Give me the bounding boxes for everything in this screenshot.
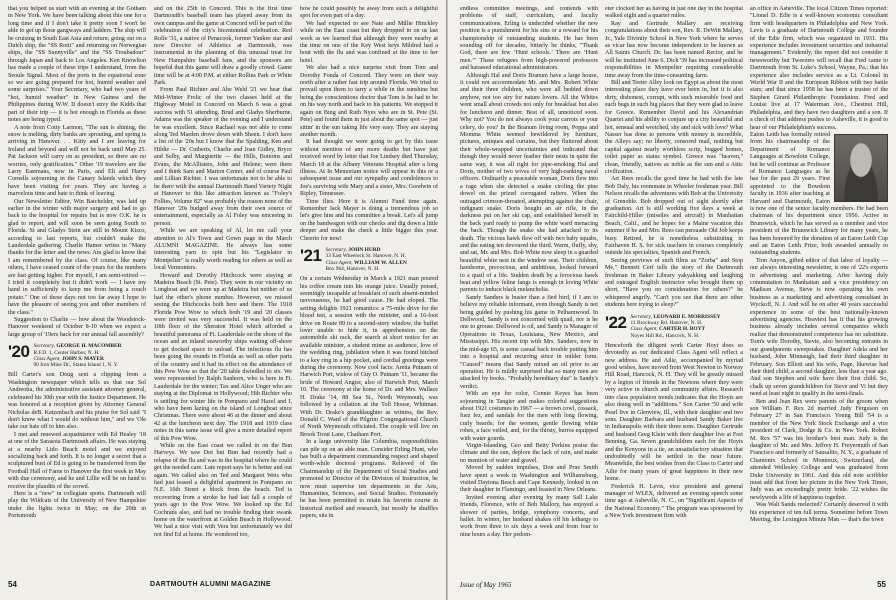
right-column-2 xyxy=(605,6,743,576)
left-column-2 xyxy=(154,6,292,576)
paragraph: Invited evening after evening by many Sall Lake friends, Florence, wife of Bob Mallory, has enjoyed a shower of parties, bridge, symphony concerts, and ballet. In winter, her husband shakes off his lethargy to work from three to six days a week and from four to nine hours a day. Her pedom- xyxy=(460,494,598,538)
class-header-1920 xyxy=(8,343,146,368)
paragraph: Frederick H. Levis, vice president and general manager of WLEX, delivered an evening speech some time ago at Asheville, N. C., on "Significant Aspects of the National Economy." The program was sponsored by a New York investment firm with xyxy=(605,483,743,520)
secretary-name: LEONARD E. MORRISSEY xyxy=(653,313,721,320)
paragraph: Seeing previews of such films as "Zorba" and Stop Me," Bennett Cerf tells the story of the Dartmouth freshman in Baker Library yakyakking and laughing and outraged English instructor who brought them up short, "Have you no consideration for others?" he whispered angrily. "Can't you see that there are other students here trying to sleep?" xyxy=(605,257,743,309)
agent-label: Class Agent, xyxy=(325,259,353,266)
paragraph: Although Hal and Doris Branum have a large house, it could not accommodate Mr. and Mrs. Robert White and their three children, who were all bedded down anyhow, not too airy for nature lovers. All the Whites went small about crowds not only for breakfast but also for luncheon and dinner. Best of all, unnoticed soon. Why not? You do not always cook your carrots or your celery, do you? In the Branum living room, Poppa and Momma White seemed bewildered by furniture, pictures, antiques and curtains, but they fluttered about their whole-wrapped uncertainties and indicated that though they would never feather their nests in quite the same way, it was all right for pipe-smoking Hal and Doris, mother of two wives of very high-ranking naval officers. Ordinarily a peaceable woman, Doris flew into a rage when she detected a snake circling the pine dowel on the prized corrugated rafters. When the outraged crimson-throated, attempting against the chair, indignant snake. Doris bought an air rifle, in the darkness put on her ski cap, and established herself in the back yard ready to pump the white ward menacing the back. Though the snake she had attacked to its death. The vicious hawk flew off with two baby squabs, and the eating ten devoured the third. Warm, fluffy, shy, and sat, Mr. and Mrs. Bob White now sleep in a guarded beautiful white nest in the window seat. Their children, handsome, precocious, and ambitious, looked forward to a quail of a life. Sudden death by a ferocious hawk beat and yellow feline fangs is enough in loving White parents to induce black melancholia. xyxy=(460,72,598,294)
left-column-3 xyxy=(300,6,438,576)
paragraph: In a large university like Columbia, responsibilities can pile up on an able man. Consider Erling Hunt, who has built a department commanding respect and shaped worth-while doctoral programs. Relieved of the Chairmanship of the Department of Social Studies and promoted to Director of the Division of Instruction, he now must supervise ten departments in the Arts, Humanities, Sciences, and Social Studies. Fortunately he has been permitted to retain his favorite course in historical method and research, but mostly he shuffles papers, sits in xyxy=(300,439,438,520)
agent-address: Box 964, Hanover, N. H. xyxy=(325,265,380,272)
page-number: 55 xyxy=(877,580,886,589)
paragraph: how he could possibly be away from such a delightful spot for even part of a day. xyxy=(300,6,438,20)
paragraph: I met and renewed acquaintance with Ed Healey '18 at one of the Sarasota Dartmouth affairs. He was staying at a nearby Lido Beach motel and we enjoyed socializing back and forth. It is no longer a secret that a sculptured bust of Ed is going to be transferred from the Football Hall of Fame to Hanover the first week in May with due ceremony, and he and Lillie will be on hand to receive the plaudits of the crowd. xyxy=(8,431,146,490)
class-year: '21 xyxy=(300,246,322,265)
class-year: '22 xyxy=(605,312,627,332)
paragraph: Tom Anyon, gifted editor of that labor of loyalty — our always interesting newsletter, is one of '22's experts in advertising and marketing. After having duly commutation to Manhattan and a vice presidency on Madison Avenue, Steve is now operating his own business as a marketing and advertising consultant in Wyckoff, N. J. And will he on after 40 years successful experience in some of the best nationally-known advertising agencies. Heaviest has it that his growing business already includes several companies which realize that demonstrated competence has no substitute. Tom's wife Dorothy, Stevie, also becoming entrants in our grandparents sweepstakes. Daughter Adela and her husband, John Minnaugh, had their third daughter in February. Son Elliott and his wife, Page, likewise had their third child, a second daughter, less than a year ago. And son Stephen and wife have their first child. So, chalk up seven grandchildren for Steve and Vi but they need at least eight to qualify in the semi-finals. xyxy=(750,257,888,398)
agent-address: Noyes Hill Rd., Hancock, N. H. xyxy=(630,332,700,339)
agent-address: 90 Iron Mine Dr., Staten Island 1, N. Y. xyxy=(33,362,119,369)
class-year: '20 xyxy=(8,342,30,362)
paragraph: Eaton Leith has formally retired from his chairmanship of the Department of Romance Languages at Bowdoin College, but he will continue as Professor of Romance Languages as he has for the past 29 years. First appointed to the Bowdoin faculty in 1936 after teaching at Harvard and Dartmouth, Eaton is now one of the senior faculty members. He had been chairman of his department since 1956. Active in Brunswick, which he has served as a member and vice president of the Brunswick Library for many years, he has been honored by the donation of an Eaton Leith Cup and an Eaton Leith Prize, both awarded annually to outstanding students. xyxy=(750,131,888,257)
paragraph: Time flies. Here it is Alumni Fund time again. Remember Jack Mayer is doing a tremendous job so let's give him and his committee a break. Let's all jump on the bandwagon with our checks and dig down a little deeper and make the check a little bigger this year. Cheerio for now! xyxy=(300,198,438,242)
secretary-label: Secretary, xyxy=(325,247,347,253)
paragraph: Sandy Sanders is busier than a fied bird, if I am to believe my reliable informant, even though Sandy is not being guided by pushing his game in Pelhamwood. In Dellwood, Sandy is not concerned with quail, nor is he one to grouse. Dellwood is oil, and Sandy is Manager of Operations in Texas, Louisiana, New Mexico, and Mississippi. His recent trip with Mrs. Sanders, now in the mid-age 65, is some casual back trouble putting him into a hospital and recurring since in milder form. "Caused" means that Sandy mixed an oil prior to an operation. He is mildly surprised that so many men are attacked by books. "Probably hereditary due" is Sandy's verdict. xyxy=(460,294,598,390)
paragraph: Moved by sudden impulses, Don and Prue Smith have spent a week in Washington and Williamsburg, visited Daytona Beach and Cape Kennedy, looked in on their daughter in Flamingo, and feasted in New Orleans. xyxy=(460,465,598,494)
right-footer xyxy=(448,580,896,592)
agent-name: JOHN S. MAYER xyxy=(61,355,104,362)
left-page xyxy=(0,0,447,600)
secretary-address: R.F.D. 1, Center Harbor, N. H. xyxy=(33,349,100,356)
agent-name: WILLIAM W. ALLEN xyxy=(353,259,407,266)
paragraph: eter clocked her as having in just one day in the hospital walked eight and a quarter miles. xyxy=(605,6,743,20)
paragraph: Here is a "new" in collegiate sports. Dartmouth will play the Wildcats of the University of New Hampshire under the lights twice in May; on the 20th in Portsmouth xyxy=(8,490,146,520)
paragraph: We also had a nice surprise visit from Tom and Dorothy Fonda of Concord. They were on their way north after a rather fast trip around Florida. We tried to prevail upon them to tarry a while in the sunshine but being the conscientious doctor that Tom is he had to be on his way north and back to his patients. We stopped it again on Bing and Ruth Nyes who are in St. Pete (St. Pete) and found them in just about the same spot — just sittin' in the sun taking life very easy. They are staying another month. xyxy=(300,65,438,138)
paragraph: Our Newsletter Editor, Win Batchelder, was laid up earlier in the winter with major surgery and had to go back to the hospital for repairs but is now O.K. he is glad to report, and will soon be seen going South to Florida. Si and Gladys Stein are still in Mount Kisco, according to last reports, but couldn't make the Lauderdale gathering. Charlie Hamer writes in "Many thanks for the letter and the news. Am glad to know that I am remembered by the class. Of course, like many others, I have ceased count of the years for the numbers are fast getting higher. For myself, I am semi-retired — I tried it completely but it didn't work — I have my hand in sufficiently to keep me from being a couch potato." One of these days not too far away I hope to have the pleasure of seeing you and other members of the class." xyxy=(8,198,146,316)
paragraph: Was Walt Sands reelected? Certainly deserved it with his experience of ten full terms. Sometime before Town Meeting, the Lexington Minute Man — that's the town xyxy=(750,502,888,524)
paragraph: While on the East coast we called in on the Bun Harveys. We saw Dot but Bun had recently had a relapse of the flu and was in the hospital where he could get the needed care. Late report says he is better and out again. We called also on Ted and Margaret Weis who had just leased a delightful apartment in Pompano on N.E. 16th Street a block from the beach. Ted is recovering from a stroke he had last fall a couple of years ago to the Pow Wow. We looked up the Ed Cochrans also, and had no trouble finding their swank home on the waterfront at Golden Beach in Hollywood. We had a nice visit with Vera but unfortunately we did not find Ed at home. He wondered too, xyxy=(154,442,292,538)
paragraph: Art Rees recalls the good time he had with the late Bob Daly, his roommate in Wheeler freshman year. Bill Nelson recalls the adventures with Bob at the University of Grenoble. Bob dropped out of sight shortly after graduation. Art is still working five days a week at Fairchild-Hiller (missiles and aircraft) in Manhattan Beach, Calif., and he hopes for a Maine vacation this summer if he and Mrs. Rees can persuade Old Job keeps busy. Retired, he is nonetheless substituting in Fairhaven H. S. for sick teachers in courses completely outside his specialties, Spanish and French. xyxy=(605,176,743,257)
left-footer xyxy=(0,580,446,592)
issue-date: Issue of May 1965 xyxy=(460,581,512,589)
paragraph: Ray and Gertrude Mallary are receiving congratulations about their son, Rev. R. DeWitt Mallary, Jr., Yale Divinity School in New York where he serves as vicar has now become independent to be known as All Saints Church. Dr. has been named Rector, and he will be instituted June 6. Dick '39 has increased political responsibilities in Montpelier requiring considerable time away from the time-consuming farm. xyxy=(605,20,743,79)
paragraph: that you helped us start with an evening at the Gotham in New York. We have been talking about this one for a long time and if I don't take it pretty soon I won't be able to get up those gangways and ladders. The ship will be cruising in South East Asia and return; going out on a Dutch ship, the "SS Rotti" and returning on Norwegian ships, the "SS Sunnyville" and the "SS Troubadour" through Japan and back to Los Angeles. Ken Knowlton has made a couple of these trips I understand, from the Seoule Signal. Most of the ports in the equatorial zone so we are going prepared for hot, humid weather and some surprises." Your Secretary, who had two years of "hot, humid weather" in New Guinea and the Philippines during W.W. II doesn't envy the Kidds that part of their trip — it is hot enough in Florida as these notes are being typed. xyxy=(8,6,146,124)
paragraph: From Paul Richter and Abe Weld '21 we hear that Mid-Winter Frolic of the two classes held at the Highway Motel in Concord on March 6 was a great success with 51 attending. Brud and Gladys Sherburne, Adams was the speaker of the evening and I understand he was excellent. Since Rachael was not able to come along Ted Marden drove down with Sheen. I don't have a list of the '20s but I know that the Spalding, Ken and Hildie — Dr. Cutberts, Charlie and Joan Gidley, Bryce and Selby, and Marguerite — the Hills, Bottoms and Evans, the McAllisters, John and Helene; were there and I think Sam and Marion Center, and of course Paul and Lillian Richter. I was unfortunate not to be able to be there with the annual Dartmouth Band Variety Night at Hanover to this like attraction known as "Foley's Follies, Volume 82" was probably the reason none of the Hanover '20s budged away from their own source of entertainment, especially as Al Foley was emceeing in person. xyxy=(154,87,292,227)
magazine-title: DARTMOUTH ALUMNI MAGAZINE xyxy=(150,581,271,588)
paragraph: and on the 25th in Concord. This is the first time Dartmouth's baseball team has played away from its own campus and the game at Concord will be part of the celebration of the city's bicentennial celebration. Red Rolfe '31, a native of Penacook, former Yankee star and now Director of Athletics at Dartmouth, was instrumental in the planning of this unusual treat for New Hampshire baseball fans, and the sponsors are hopeful that this game will draw a goodly crowd. Game time will be at 4:00 P.M. at either Rollins Park or White Park. xyxy=(154,6,292,87)
page-number: 54 xyxy=(8,580,17,589)
left-column-1 xyxy=(8,6,146,576)
paragraph: It had thought we were going to get by this issue without mention of any more deaths but have just received word by letter that Joe Lindsey died Thursday, March 18 at the Albany Veterans Hospital after a long illness. At In Memoriam notice will appear in this or a subsequent issue and our sympathy and condolences to Joe's surviving wife Mary and a sister, Mrs. Goodwin of Ripley, Tennessee. xyxy=(300,139,438,198)
right-column-1 xyxy=(460,6,598,576)
portrait-photo xyxy=(834,134,888,202)
paragraph: Suggestion to Charlie — how about the Woodstock-Hanover weekend of October 8-10 when we expect a large group of '19ers back for our annual fall assembly? xyxy=(8,317,146,338)
paragraph: We had expected to see Nate and Millie Hinckley while on the East coast but they dropped in on us last week as we learned that although they were nearby at the time on one of the Key West keys Mildred had a bout with the flu and was confined at the time to her hotel. xyxy=(300,20,438,64)
paragraph: an office in Asheville. The local Citizen Times reported: "Lionel D. Edie is a well-known economic consultant firm with headquarters in Philadelphia and New York. Levis is a graduate of Dartmouth College and founder of the Edie firm, which was organized in 1931. His experience includes investment securities and industrial management." Evidently, the report did not consider it newsworthy but Tweezers will recall that Fred came to Dartmouth from St. Luke's School, Wayne, Pa.; that his experience also includes service as a Lt. Colonel in World War II and the European Ribbon with two battle stars; and that since 1958 he has been a trustee of the Stephen Girard Philanthropic Foundation. Fred and Louise live at 17 Waterman Ave., Chestnut Hill, Philadelphia, and they have two daughters and a son. If a check of that address pushes to Asheville, it is good to hear of our Philadelphian's success. xyxy=(750,6,888,131)
agent-name: CARTER H. BOYT xyxy=(658,326,706,333)
secretary-name: GEORGE H. MACOMBER xyxy=(56,343,122,350)
paragraph: Bill Carter's son Doug sent a clipping from a Washington newspaper which tells us that our Sol Andreotta, the administrative assistant attorney general, celebrated his 30th year with the Justice Department. He was honored at a reception given by Attorney General Nicholas deB. Katzenbach and his praise for Sol said "I don't know what I would do without him," and we 'Ole take our hats off to him also. xyxy=(8,372,146,431)
secretary-name: JOHN HURD xyxy=(348,247,381,253)
secretary-address: 33 East Wheelock St. Hanover, N. H. xyxy=(325,253,406,260)
paragraph: On a certain Wednesday in March a 1921 man poured his coffee cream into his orange juice. Usually poised, seemingly incapable at breakfast of such absent-minded nervousness, he had good cause. He had eloped. The setting delights 1921 romantics: a 75-mile drive for the blood test, a session with the minister, and a 16-foot drive on Route 89 to a second-story window, the buffet lover unable to hide it, in apprehension on the automobile ski rack, the search at short notice for an available minister, a student mime as audience, love of the wedding ring, jubilation when it was found hitched to a key ring in a hip pocket, and cordial greetings were during the ceremony. Now cool facts: Aretta Putnam of Harwich Port, widow of Guy O. Putnam '11, became the bride of Howard Angier, also of Harwich Port, March 10. The ceremony at the home of Dr. and Mrs. Wallace H. Drake '14, 88 Sea St., North Weymouth, was followed by a collation at the Toll House, Whitman. With Dr. Drake's granddaughter as witness, the Rev. Donald C. Ward of the Pilgrim Congregational Church of North Weymouth officiated. The couple will live on Brook Trout Lane, Chatham Port. xyxy=(300,276,438,438)
paragraph: A note from Cotty Larmon, "The sun is shining, the snow is melting, dirty banks are sprouting, and spring is arriving in Hanover. . . Kitty and I are leaving for Ireland and beyond and will not be back until May 25. Pat Jackson will carry on as president, so there are no worries, only gratification." Other '19 travelers are the Larry Eastmans, now in Paris, and Eli and Harry Cornells sojourning in the Canary Islands which they have been visiting for years. They are having a marvelous time and hate to think of leaving. xyxy=(8,124,146,198)
agent-label: Class Agent, xyxy=(630,326,658,333)
paragraph: Virgin-Islanding, Geo and Betty Perkins praise the climate and the sun, deplore the lack of rain, and make no mention of water and gravel. xyxy=(460,442,598,464)
right-column-3 xyxy=(750,6,888,576)
secretary-label: Secretary, xyxy=(33,343,55,350)
paragraph: Ben and Jean Rex were parents of the groom when son William F. Rex 2d married Judy Ferguson on February 27 in San Francisco. Young Bill '54 is a member of the New York Stock Exchange and a vice president of Clark, Dodge & Co. in New York. Robert M. Rex '57 was his brother's best man. Judy is the daughter of Mr. and Mrs. Jeffrey H. Freyermuth of San Francisco and formerly of Sausalito, N. Y., a graduate of Chamonix School in Montreux, Switzerland, she attended Wellesley College and was graduated from Duke University in 1961. And this old note scribbler must add that from her picture in the New York Times, Judy was an exceedingly pretty bride. '22 wishes the newlyweds a life of happiness together. xyxy=(750,398,888,501)
paragraph: Henceforth the diligent work Carter Hoyt does so devotedly as our dedicated Class Agent will reflect a new address. He and Ailie, accompanied by myriad good wishes, have moved from West Newton to Norway Hill Road, Hancock, N. H. They will be greatly missed by a legion of friends in the Newtons where they were very active in church and community affairs. Research into class population trends indicates that the Hoyts are also doing well in "additions." Son Carter '50 and wife Pearl live in Glenview, Ill., with their daughter and two sons. Daughter Barbara and husband Sandy Baker live in Indianapolis with their three sons. Daughter Gertrude and husband Greg Klein with their daughter live at Fort Benning, Ga. Seven grandchildren each for the Hoyts and the Kenyons in a tie, an unsatisfactory situation that undoubtedly will be settled in the near future. Meanwhile, the best wishes from the Class to Carter and Ailie for many years of great happiness in their new home. xyxy=(605,342,743,483)
paragraph: endless committee meetings, and contends with problems of staff, curriculum, and faculty communications. Erling is undecided whether the new position is a punishment for his sins or a reward for his championship of outstanding students. He has been sounding off for decades, bitterly he thinks, "Thank God, there are few ‘Hunt schools.’ There are ‘Hunt men.’" These refugees from high-powered professors and harassed educational administrators. xyxy=(460,6,598,72)
paragraph: Bill and Teeter Alley look on Egypt as about the most interesting place they have ever been in, but it is also dirty, dishonest, corrupt, with such miserable food and such bugs in such big places that they were glad to leave for Greece. Remember David and his Alexandrian Quartet and his ability to conjure up a city beautiful and hot, sensual and wretched, shy and sick with love? What Nasser has done to persons with money is incredible, the Alleys say; no liberty, censored mail, nothing but capital against nearly worthless scrip, bugged homes, toilet paper as status symbol. Greece was "heaven," clean, friendly, natives as noble as the sun and a Attic civilization. xyxy=(605,80,743,175)
paragraph: Howard and Dorothy Hitchcock were staying at Madeira Beach (St. Pete). They were in our vicinity on Longboat and we were up at Madeira but neither of us had the other's phone number. However, we missed seeing the Hitchcocks both here and there. The 1918 Florida Pow Wow to which both '19 and '20 classes were invited was very successful. It was held on the 10th floor of the Sheraton Hotel which afforded a beautiful panorama of Ft. Lauderdale on the shore of the ocean and an inland seaworthy ships waiting off-shore to get docked space to unload. The infectious flu has been going the rounds in Florida as well as other parts of the country and it had its effect on the attendance of this Pow Wow so that the '20 table dwindled to six. We were represented by Ralph Sanborn, who is here in Ft. Lauderdale for the winter; Tax and Alice Unger who are staying at the Diplomat in Hollywood; Hib Richter who is settling for winter life in Pompano and Hazel and I, who have been lazing on the island of Longboat since Christmas. There were about 46 at the dinner and about 42 at the luncheon next day. The 1918 and 1919 class notes in this same issue will give a more detailed report of this Pow Wow. xyxy=(154,272,292,442)
class-header-1921 xyxy=(300,247,438,272)
secretary-label: Secretary, xyxy=(630,313,652,320)
right-page xyxy=(448,0,896,600)
agent-label: Class Agent, xyxy=(33,355,61,362)
paragraph: With an eye for color, Connie Keyes has been sojourning in Tangier and makes colorful suggestions about 1921 costumes in 1967 — a brown cowl, cossack, fuez fez, and sandals for the men with long flowing, curly beards; for the women, gentle flowing white robes, a face veiled, and, for the thirsty, burros equipped with water gourds. xyxy=(460,391,598,442)
class-header-1922 xyxy=(605,314,743,339)
paragraph: While we are speaking of Al, let me call your attention to Al's Town and Gown page in the March ALUMNI MAGAZINE. He always has some interesting yarn to spin but his "Legislator in Montpelier" is really worth reading for others as well as local Vermonters. xyxy=(154,228,292,272)
secretary-address: 11 Brockway Rd. Hanover, N. H. xyxy=(630,319,703,326)
